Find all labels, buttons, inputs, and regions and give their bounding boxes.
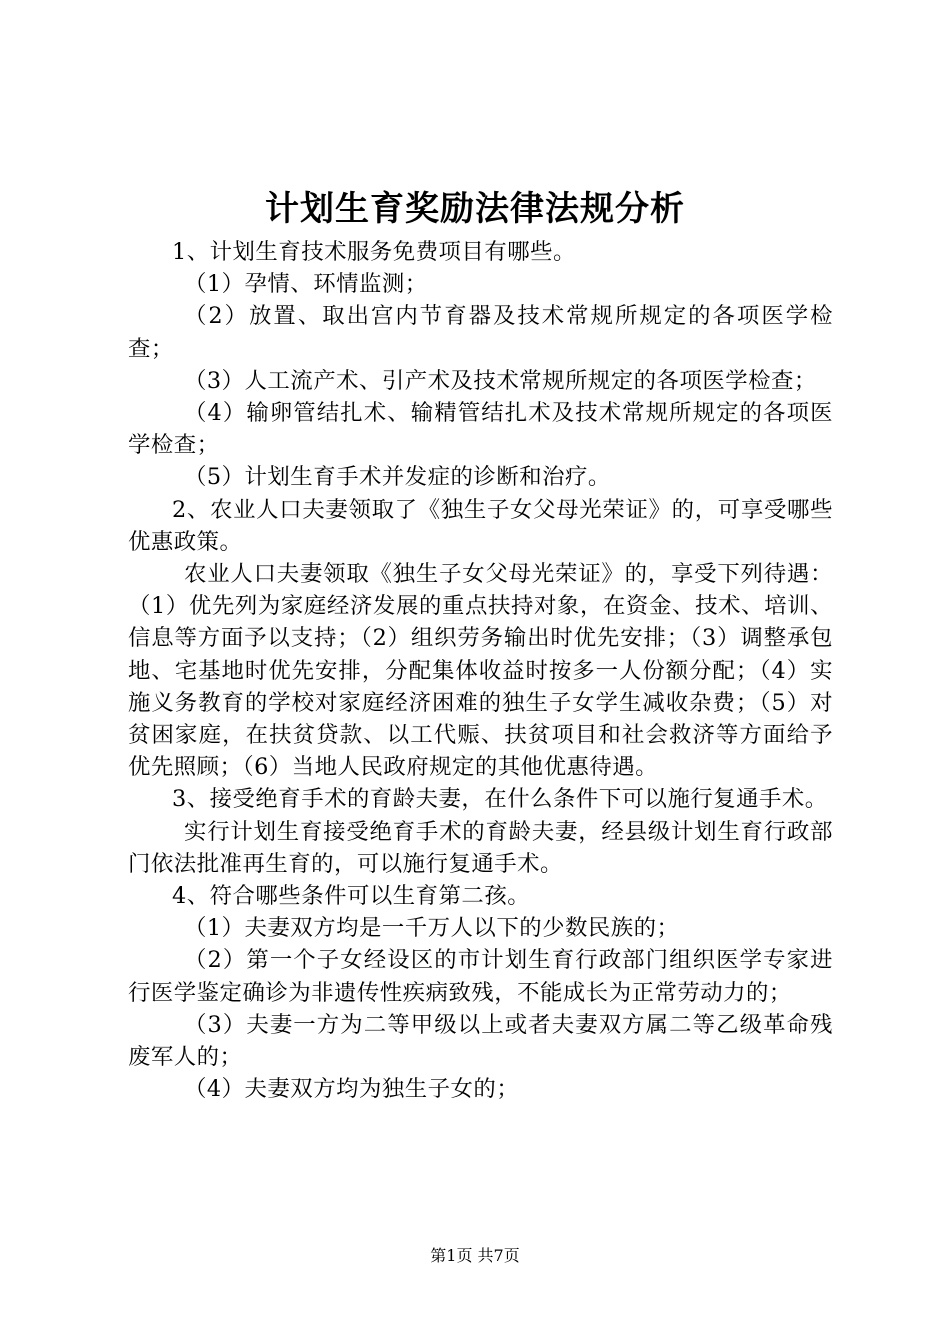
paragraph-q2: 2、农业人口夫妻领取了《独生子女父母光荣证》的，可享受哪些优惠政策。: [128, 496, 833, 555]
paragraph-q1-item4: （4）输卵管结扎术、输精管结扎术及技术常规所规定的各项医学检查；: [128, 400, 833, 459]
paragraph-q1-item2: （2）放置、取出宫内节育器及技术常规所规定的各项医学检查；: [128, 303, 833, 362]
paragraph-q1-item5: （5）计划生育手术并发症的诊断和治疗。: [184, 464, 611, 491]
document-body: [128, 236, 833, 1105]
paragraph-q3-answer: 实行计划生育接受绝育手术的育龄夫妻，经县级计划生育行政部门依法批准再生育的，可以施行复通手术。: [128, 818, 833, 877]
paragraph-q2-answer: 农业人口夫妻领取《独生子女父母光荣证》的，享受下列待遇：（1）优先列为家庭经济发展的重点扶持对象，在资金、技术、培训、信息等方面予以支持；（2）组织劳务输出时优先安排；（3）调整承包地、宅基地时优先安排，分配集体收益时按多一人份额分配；（4）实施义务教育的学校对家庭经济困难的独生子女学生减收杂费；（5）对贫困家庭，在扶贫贷款、以工代赈、扶贫项目和社会救济等方面给予优先照顾；（6）当地人民政府规定的其他优惠待遇。: [128, 561, 833, 781]
document-title: 计划生育奖励法律法规分析: [265, 189, 685, 229]
paragraph-q4-item2: （2）第一个子女经设区的市计划生育行政部门组织医学专家进行医学鉴定确诊为非遗传性疾病致残，不能成长为正常劳动力的；: [128, 947, 833, 1006]
paragraph-q4: 4、符合哪些条件可以生育第二孩。: [172, 883, 531, 910]
paragraph-q4-item4: （4）夫妻双方均为独生子女的；: [184, 1076, 520, 1103]
paragraph-q1-item1: （1）孕情、环情监测；: [184, 271, 428, 298]
paragraph-q4-item3: （3）夫妻一方为二等甲级以上或者夫妻双方属二等乙级革命残废军人的；: [128, 1011, 833, 1071]
paragraph-q1-item3: （3）人工流产术、引产术及技术常规所规定的各项医学检查；: [184, 367, 817, 394]
paragraph-q4-item1: （1）夫妻双方均是一千万人以下的少数民族的；: [184, 915, 680, 942]
paragraph-q1: 1、计划生育技术服务免费项目有哪些。: [172, 239, 576, 265]
paragraph-q3: 3、接受绝育手术的育龄夫妻，在什么条件下可以施行复通手术。: [172, 786, 828, 813]
page-number: 第1页 共7页: [430, 1246, 520, 1265]
